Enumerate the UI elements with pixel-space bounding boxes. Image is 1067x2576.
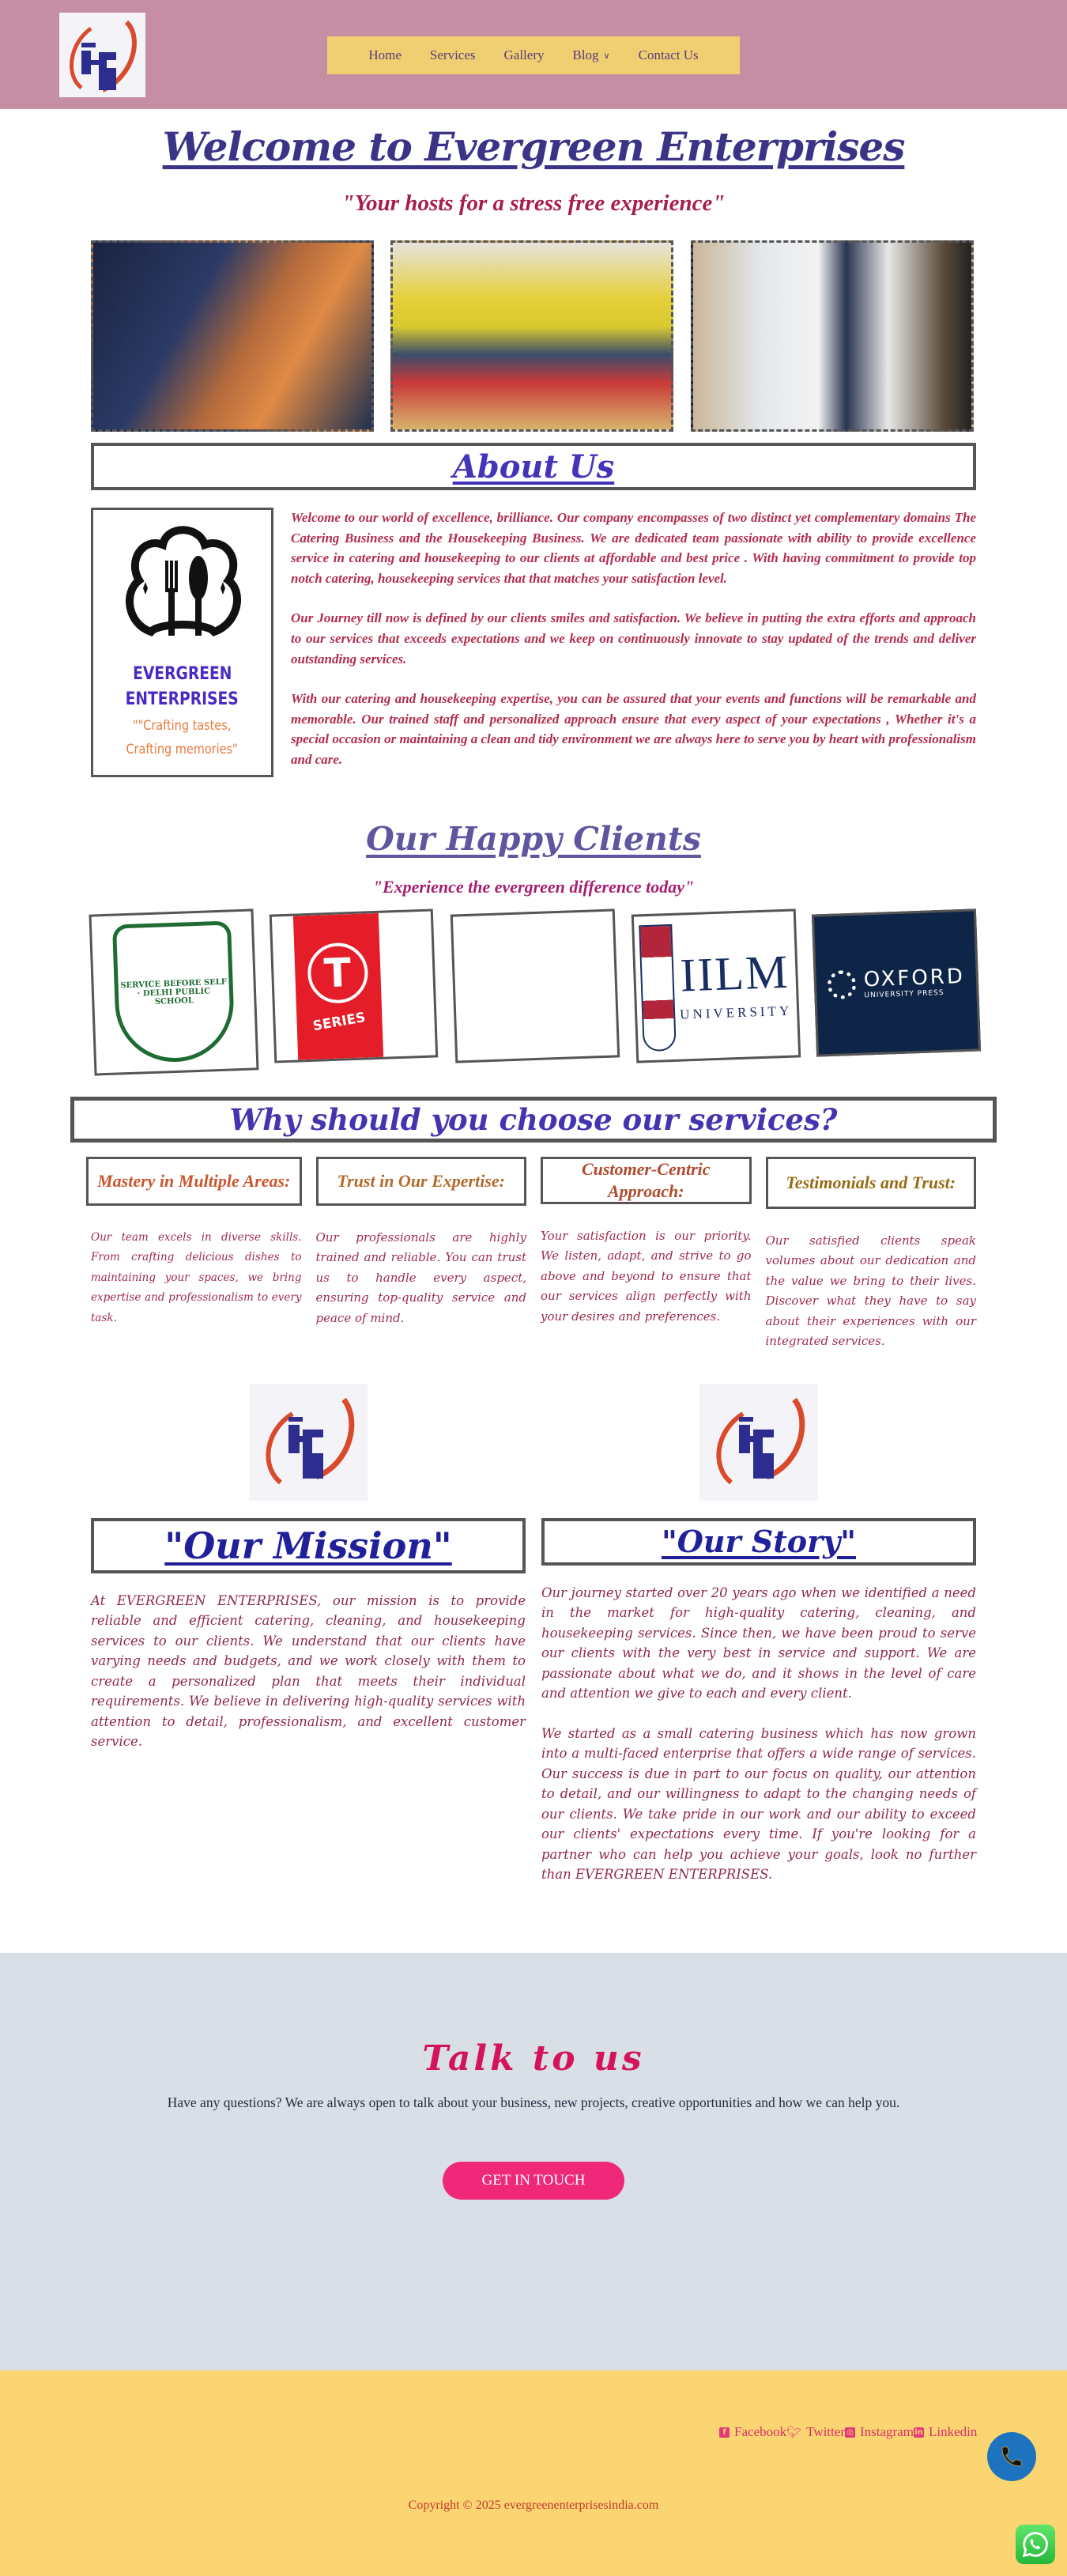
about-logo-line1: EVERGREEN: [132, 664, 232, 684]
contact-section: [0, 1953, 1067, 2370]
social-links: [719, 2424, 977, 2440]
about-heading-box: [91, 443, 976, 490]
about-logo: [91, 508, 273, 777]
oxford-name: OXFORD: [863, 964, 966, 991]
social-link-linkedin[interactable]: [914, 2424, 977, 2440]
hero-tagline: "Your hosts for a stress free experience": [341, 191, 726, 216]
client-logo-oxford: [812, 908, 981, 1056]
about-logo-line2: ENTERPRISES: [125, 689, 239, 709]
linkedin-icon: in: [914, 2427, 923, 2437]
why-item-text: Our professionals are highly trained and reliable. You can trust us to handle every aspect, ensuring top-quality service and peace of mind.: [315, 1229, 526, 1325]
instagram-icon: ◎: [845, 2427, 855, 2438]
tseries-t-icon: T: [307, 942, 369, 1004]
about-logo-slogan1: ""Crafting tastes,: [133, 718, 232, 734]
clients-subheading: "Experience the evergreen difference today": [372, 876, 695, 897]
why-item-title: Mastery in Multiple Areas:: [86, 1157, 302, 1206]
story-heading: "Our Story": [661, 1524, 857, 1560]
floating-call-button[interactable]: [987, 2432, 1036, 2481]
oxford-sub: UNIVERSITY PRESS: [864, 988, 944, 999]
ee-logo-icon: [249, 1384, 368, 1501]
mission-story-section: [91, 1384, 976, 1905]
nav-blog-label: Blog: [572, 47, 599, 62]
mission-column: [91, 1384, 526, 1905]
social-link-twitter[interactable]: [786, 2424, 845, 2440]
nav-gallery[interactable]: [490, 47, 559, 63]
nav-services-label: Services: [429, 47, 476, 62]
floating-whatsapp-button[interactable]: [1016, 2525, 1055, 2564]
why-item: [766, 1157, 977, 1352]
site-header: [0, 0, 1067, 109]
why-item-title: Customer-Centric Approach:: [541, 1157, 752, 1204]
mission-paragraph: At EVERGREEN ENTERPRISES, our mission is to provide reliable and efficient catering, cleaning, and housekeeping services to our clients. We understand that our clients have varying needs and budgets, and we work closely with them to create a personalized plan that meets their individual requirements. We believe in delivering high-quality services with attention to detail, professionalism, and excellent customer service.: [91, 1592, 526, 1750]
main-nav: [327, 36, 740, 74]
why-item: [316, 1157, 527, 1352]
iilm-name: IILM: [679, 945, 790, 1002]
social-link-instagram[interactable]: [845, 2424, 914, 2440]
why-heading-box: [70, 1097, 997, 1143]
chef-hat-icon: [119, 521, 246, 655]
why-item-text: Our satisfied clients speak volumes about our dedication and the value we bring to their lives. Discover what they have to say about their experiences with our integrated services.: [765, 1233, 976, 1349]
copyright-text: Copyright © 2025 evergreenenterprisesindia.com: [408, 2499, 659, 2512]
dps-crest-icon: SERVICE BEFORE SELF · DELHI PUBLIC SCHOOL: [112, 920, 236, 1063]
why-grid: [91, 1157, 976, 1352]
social-link-facebook[interactable]: [719, 2424, 786, 2440]
client-logos: [0, 904, 1067, 1086]
why-item-text: Our team excels in diverse skills. From crafting delicious dishes to maintaining your spaces, we bring expertise and professionalism to every task.: [91, 1230, 302, 1324]
oxford-ring-icon: [827, 969, 856, 999]
chevron-down-icon: ∨: [603, 51, 610, 61]
why-item: [91, 1157, 302, 1352]
about-logo-slogan2: Crafting memories": [126, 742, 239, 757]
about-paragraph: Welcome to our world of excellence, brilliance. Our company encompasses of two distinct yet complementary domains The Catering Business and the Housekeeping Business. We are dedicated team passionate with ability to provide excellence service in catering and housekeeping to our clients at affordable and best price . With having commitment to provide top notch catering, housekeeping services that that matches your satisfaction level.: [291, 510, 976, 586]
tseries-badge: [292, 912, 383, 1059]
social-label: Facebook: [734, 2424, 787, 2439]
twitter-icon: 🐦︎: [786, 2426, 802, 2439]
mission-heading-box: [91, 1518, 526, 1573]
nav-contact-us[interactable]: [624, 47, 713, 63]
client-logo-iilm: [632, 908, 801, 1063]
about-section: [91, 508, 976, 790]
nav-home-label: Home: [368, 47, 402, 62]
nav-home[interactable]: [354, 47, 416, 63]
clients-heading: Our Happy Clients: [366, 819, 701, 858]
client-logo-blank: [451, 908, 620, 1063]
page-title: Welcome to Evergreen Enterprises: [162, 123, 905, 170]
contact-heading: Talk to us: [422, 2038, 645, 2079]
site-footer: [0, 2370, 1067, 2576]
contact-subtext: Have any questions? We are always open to talk about your business, new projects, creative opportunities and how we can help you.: [167, 2094, 900, 2110]
social-label: Twitter: [806, 2424, 845, 2439]
story-paragraph: Our journey started over 20 years ago when we identified a need in the market for high-quality catering, cleaning, and housekeeping services. Since then, we have been proud to serve our clients with the very best in service and support. We are passionate about what we do, and it shows in the level of care and attention we give to each and every client.: [541, 1585, 976, 1702]
get-in-touch-button[interactable]: GET IN TOUCH: [443, 2162, 624, 2200]
story-heading-box: [541, 1518, 976, 1566]
photo-cleaning-cart: [390, 240, 673, 432]
ee-logo-icon: [699, 1384, 818, 1501]
site-logo[interactable]: [59, 13, 145, 97]
story-text: [541, 1583, 976, 1905]
photo-catering: [91, 240, 374, 432]
ee-logo-icon: [59, 13, 145, 97]
mission-text: [91, 1591, 526, 1772]
social-label: Linkedin: [928, 2424, 978, 2439]
hero-photos: [0, 228, 1067, 433]
nav-blog[interactable]: [558, 47, 624, 63]
social-label: Instagram: [860, 2424, 914, 2439]
tseries-label: SERIES: [311, 1009, 367, 1034]
nav-services[interactable]: [416, 47, 490, 63]
why-item-title: Testimonials and Trust:: [766, 1157, 977, 1209]
phone-icon: [999, 2444, 1024, 2469]
why-heading: Why should you choose our services?: [229, 1101, 838, 1137]
nav-contact-label: Contact Us: [638, 47, 699, 62]
about-heading: About Us: [452, 448, 615, 485]
nav-gallery-label: Gallery: [503, 47, 545, 62]
iilm-sub: UNIVERSITY: [679, 1003, 793, 1022]
story-paragraph: We started as a small catering business which has now grown into a multi-faced enterprise that offers a wide range of services. Our success is due in part to our focus on quality, our attention to detail, and our willingness to adapt to the changing needs of our clients. We take pride in our work and our ability to exceed our clients' expectations every time. If you're looking for a partner who can help you achieve your goals, look no further than EVERGREEN ENTERPRISES.: [541, 1725, 976, 1883]
mission-heading: "Our Mission": [164, 1524, 452, 1567]
why-item-text: Your satisfaction is our priority. We listen, adapt, and strive to go above and beyond to ensure that our services align perfectly with your desires and preferences.: [541, 1228, 752, 1324]
whatsapp-icon: [1020, 2529, 1050, 2559]
iilm-shield-icon: [639, 924, 677, 1051]
why-item: [541, 1157, 752, 1352]
facebook-icon: f: [719, 2427, 730, 2438]
photo-housekeeping-staff: [691, 240, 974, 432]
story-column: [541, 1384, 976, 1905]
about-paragraph: Our Journey till now is defined by our clients smiles and satisfaction. We believe in putting the extra efforts and approach to our services that exceeds expectations and we keep on continuously innovate to stay updated of the trends and deliver outstanding services.: [291, 610, 976, 667]
about-text: [291, 508, 976, 790]
client-logo-dps: [89, 908, 259, 1075]
client-logo-tseries: [270, 908, 438, 1063]
about-paragraph: With our catering and housekeeping expertise, you can be assured that your events and functions will be remarkable and memorable. Our trained staff and personalized approach ensure that every aspect of your expectations , Whether it's a special occasion or maintaining a clean and tidy environment we are always here to serve you by heart with professionalism and care.: [291, 691, 976, 767]
why-item-title: Trust in Our Expertise:: [316, 1157, 527, 1206]
